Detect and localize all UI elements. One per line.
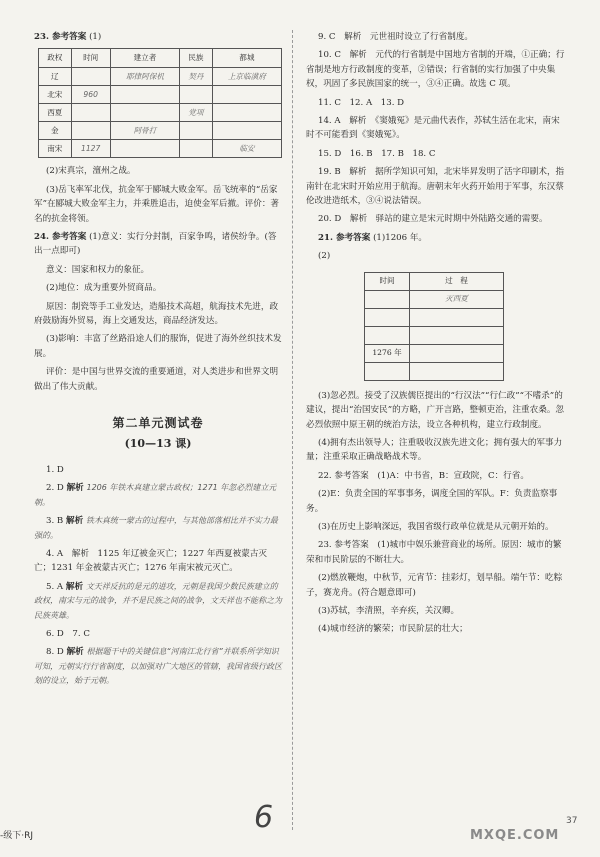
q23-heading	[34, 30, 282, 44]
table-cell	[180, 140, 213, 158]
table-row	[365, 290, 504, 308]
answer-8-analysis: 根据题干中的关键信息“河南江北行省”并联系所学知识可知，元朝实行行省制度，以加强对广大地区的管辖，我国省级行政区划的设立，始于元朝。	[34, 647, 282, 686]
right-column	[306, 30, 568, 641]
answer-2-analysis: 1206 年铁木真建立蒙古政权；1271 年忽必烈建立元朝。	[34, 483, 277, 507]
answer-11-13: 11. C 12. A 13. D	[318, 97, 405, 108]
header-cell: 建立者	[110, 49, 179, 68]
answer-5-analysis: 文天祥反抗的是元的进攻，元朝是我国少数民族建立的政权，南宋与元的战争，并不是民族之间的战争，文天祥也不能称之为民族英雄。	[34, 581, 282, 620]
table-cell	[180, 122, 213, 140]
table-cell	[110, 86, 179, 104]
q22-part-1: 22. 参考答案 (1)A：中书省，B：宣政院，C：行省。	[318, 470, 529, 481]
table-cell: 阿骨打	[110, 122, 179, 140]
table-row	[39, 68, 282, 86]
table-cell: 耶律阿保机	[110, 68, 179, 86]
table-row	[365, 362, 504, 380]
q24-part-2b: 原因：制瓷等手工业发达，造船技术高超，航海技术先进，政府鼓励海外贸易，海上交通发达，商品经济发达。	[34, 301, 279, 327]
unit-title: 第二单元测试卷	[112, 416, 204, 431]
q21-part-2: (2)	[318, 251, 331, 262]
left-column	[34, 30, 282, 693]
q21-label: 21. 参考答案	[318, 232, 371, 243]
answer-15-18: 15. D 16. B 17. B 18. C	[318, 148, 436, 159]
table-cell	[110, 140, 179, 158]
q21-part-4: (4)拥有杰出领导人；注重吸收汉族先进文化；拥有强大的军事力量；注重采取正确战略战术等。	[306, 437, 563, 463]
table-cell: 灭西夏	[410, 290, 504, 308]
answer-4: 4. A 解析 1125 年辽被金灭亡；1227 年西夏被蒙古灭亡；1231 年金被蒙古灭亡；1276 年南宋被元灭亡。	[34, 548, 268, 574]
answer-5-choice: 5. A	[46, 581, 64, 592]
header-cell: 都城	[212, 49, 281, 68]
header-cell: 民族	[180, 49, 213, 68]
answer-14: 14. A 解析 《窦娥冤》是元曲代表作，苏轼生活在北宋，南宋时不可能看到《窦娥冤》。	[306, 116, 560, 141]
table-cell	[365, 362, 410, 380]
table-cell	[212, 86, 281, 104]
table-cell	[365, 290, 410, 308]
table-cell	[71, 122, 110, 140]
q24-heading	[34, 230, 282, 259]
table-row	[365, 326, 504, 344]
header-cell: 时间	[71, 49, 110, 68]
table-cell	[365, 308, 410, 326]
table-cell	[180, 86, 213, 104]
table-cell: 1276 年	[365, 344, 410, 362]
answer-2	[34, 481, 282, 510]
table-cell	[410, 308, 504, 326]
table-cell	[110, 104, 179, 122]
table-cell	[212, 104, 281, 122]
answer-3-analysis: 铁木真统一蒙古的过程中，与其他部落相比并不实力最强的。	[34, 516, 278, 540]
table-row	[39, 104, 282, 122]
q21-part-1: (1)1206 年。	[373, 232, 428, 243]
answer-2-analysis-label: 解析	[66, 483, 84, 494]
answer-3-choice: 3. B	[46, 516, 64, 527]
table-cell: 临安	[212, 140, 281, 158]
answer-6-7: 6. D 7. C	[46, 628, 90, 639]
table-row	[365, 344, 504, 362]
q21-part-3: (3)忽必烈。接受了汉族儒臣提出的“行汉法”“行仁政”“不嗜杀”的建议，提出“治国安民”的方略，广开言路，整顿吏治，注重农桑。忽必烈依照中原王朝的统治方法，设立各种机构，建立行政制度。	[306, 390, 565, 430]
table-cell	[410, 326, 504, 344]
table-cell: 契丹	[180, 68, 213, 86]
table-cell: 960	[71, 86, 110, 104]
handwritten-page-number: 6	[254, 800, 274, 835]
answer-5-analysis-label: 解析	[65, 581, 84, 592]
q21-heading	[306, 231, 568, 245]
q22-part-2: (2)E：负责全国的军事事务，调度全国的军队。F：负责监察事务。	[306, 489, 558, 514]
table-row	[39, 140, 282, 158]
q24-part-1: (1)意义：实行分封制，百家争鸣，诸侯纷争。(答出一点即可)	[34, 232, 277, 257]
q23-part-1: (1)	[89, 32, 102, 42]
q24-label: 24. 参考答案	[34, 232, 87, 243]
answer-5	[34, 580, 282, 623]
q23b-part-4: (4)城市经济的繁荣；市民阶层的壮大；	[318, 624, 468, 635]
q23b-part-3: (3)苏轼，李清照，辛弃疾，关汉卿。	[318, 605, 460, 616]
table-cell: 西夏	[39, 104, 72, 122]
table-row	[365, 308, 504, 326]
q23b-part-2: (2)燃放鞭炮，中秋节，元宵节：挂彩灯，划旱船。端午节：吃粽子，赛龙舟。(符合题意即可)	[306, 573, 563, 598]
book-edition-label: -级下·RJ	[0, 831, 34, 841]
answer-8	[34, 645, 282, 688]
table-cell	[410, 344, 504, 362]
q23-part-3: (3)岳飞率军北伐，抗金军于郾城大败金军。岳飞统率的“岳家军”在郾城大败金军主力，并乘胜追击，迫使金军后撤。评价：著名的抗金将领。	[34, 184, 280, 224]
table-row	[39, 86, 282, 104]
q24-part-3b: 评价：是中国与世界交流的重要通道，对人类进步和世界文明做出了伟大贡献。	[34, 367, 279, 392]
q22-part-3: (3)在历史上影响深远，我国省级行政单位就是从元朝开始的。	[318, 521, 554, 532]
answer-10: 10. C 解析 元代的行省制是中国地方省制的开端，①正确；行省制是地方行政制度的变革，②错误；行省制的实行加强了中央集权，巩固了多民族国家的统一，③④正确。故选 C 项。	[306, 50, 565, 90]
answer-20: 20. D 解析 驿站的建立是宋元时期中外陆路交通的需要。	[318, 214, 548, 225]
process-table	[364, 272, 504, 381]
table-cell: 上京临潢府	[212, 68, 281, 86]
regimes-table-header	[39, 49, 282, 68]
table-cell: 南宋	[39, 140, 72, 158]
table-cell	[71, 104, 110, 122]
q24-part-3: (3)影响：丰富了丝路沿途人们的服饰，促进了海外丝织技术发展。	[34, 334, 282, 359]
regimes-table	[38, 48, 282, 158]
table-cell	[71, 68, 110, 86]
table-cell	[365, 326, 410, 344]
table-cell: 1127	[71, 140, 110, 158]
header-cell: 政权	[39, 49, 72, 68]
table-cell: 党项	[180, 104, 213, 122]
table-cell	[212, 122, 281, 140]
answer-3-analysis-label: 解析	[65, 516, 84, 527]
answer-19: 19. B 解析 据所学知识可知，北宋毕昇发明了活字印刷术，指南针在北宋时开始应用于航海。唐朝末年火药开始用于军事，东汉蔡伦改进造纸术，③④说法错误。	[306, 167, 565, 207]
q23-label: 23. 参考答案	[34, 32, 87, 42]
q23b-part-1: 23. 参考答案 (1)城市中娱乐兼营商业的场所。原因：城市的繁荣和市民阶层的不断壮大。	[306, 540, 562, 565]
process-table-header	[365, 272, 504, 290]
table-cell: 辽	[39, 68, 72, 86]
table-cell: 北宋	[39, 86, 72, 104]
unit-subtitle: (10—13 课)	[124, 436, 192, 450]
answer-8-analysis-label: 解析	[66, 647, 84, 658]
answer-8-choice: 8. D	[46, 647, 64, 658]
q23-part-2: (2)宋真宗，澶州之战。	[46, 166, 136, 177]
q24-part-1b: 意义：国家和权力的象征。	[46, 264, 150, 275]
answer-3	[34, 514, 282, 543]
table-cell: 金	[39, 122, 72, 140]
answer-1: 1. D	[46, 464, 64, 475]
corner-page-number: 37	[566, 816, 578, 826]
watermark-logo: MXQE.COM	[470, 828, 560, 843]
header-cell: 时间	[365, 272, 410, 290]
header-cell: 过 程	[410, 272, 504, 290]
q24-part-2: (2)地位：成为重要外贸商品。	[46, 283, 162, 294]
table-cell	[410, 362, 504, 380]
answer-9: 9. C 解析 元世祖时设立了行省制度。	[318, 32, 474, 42]
answer-2-choice: 2. D	[46, 483, 64, 494]
table-row	[39, 122, 282, 140]
column-divider	[292, 30, 294, 830]
